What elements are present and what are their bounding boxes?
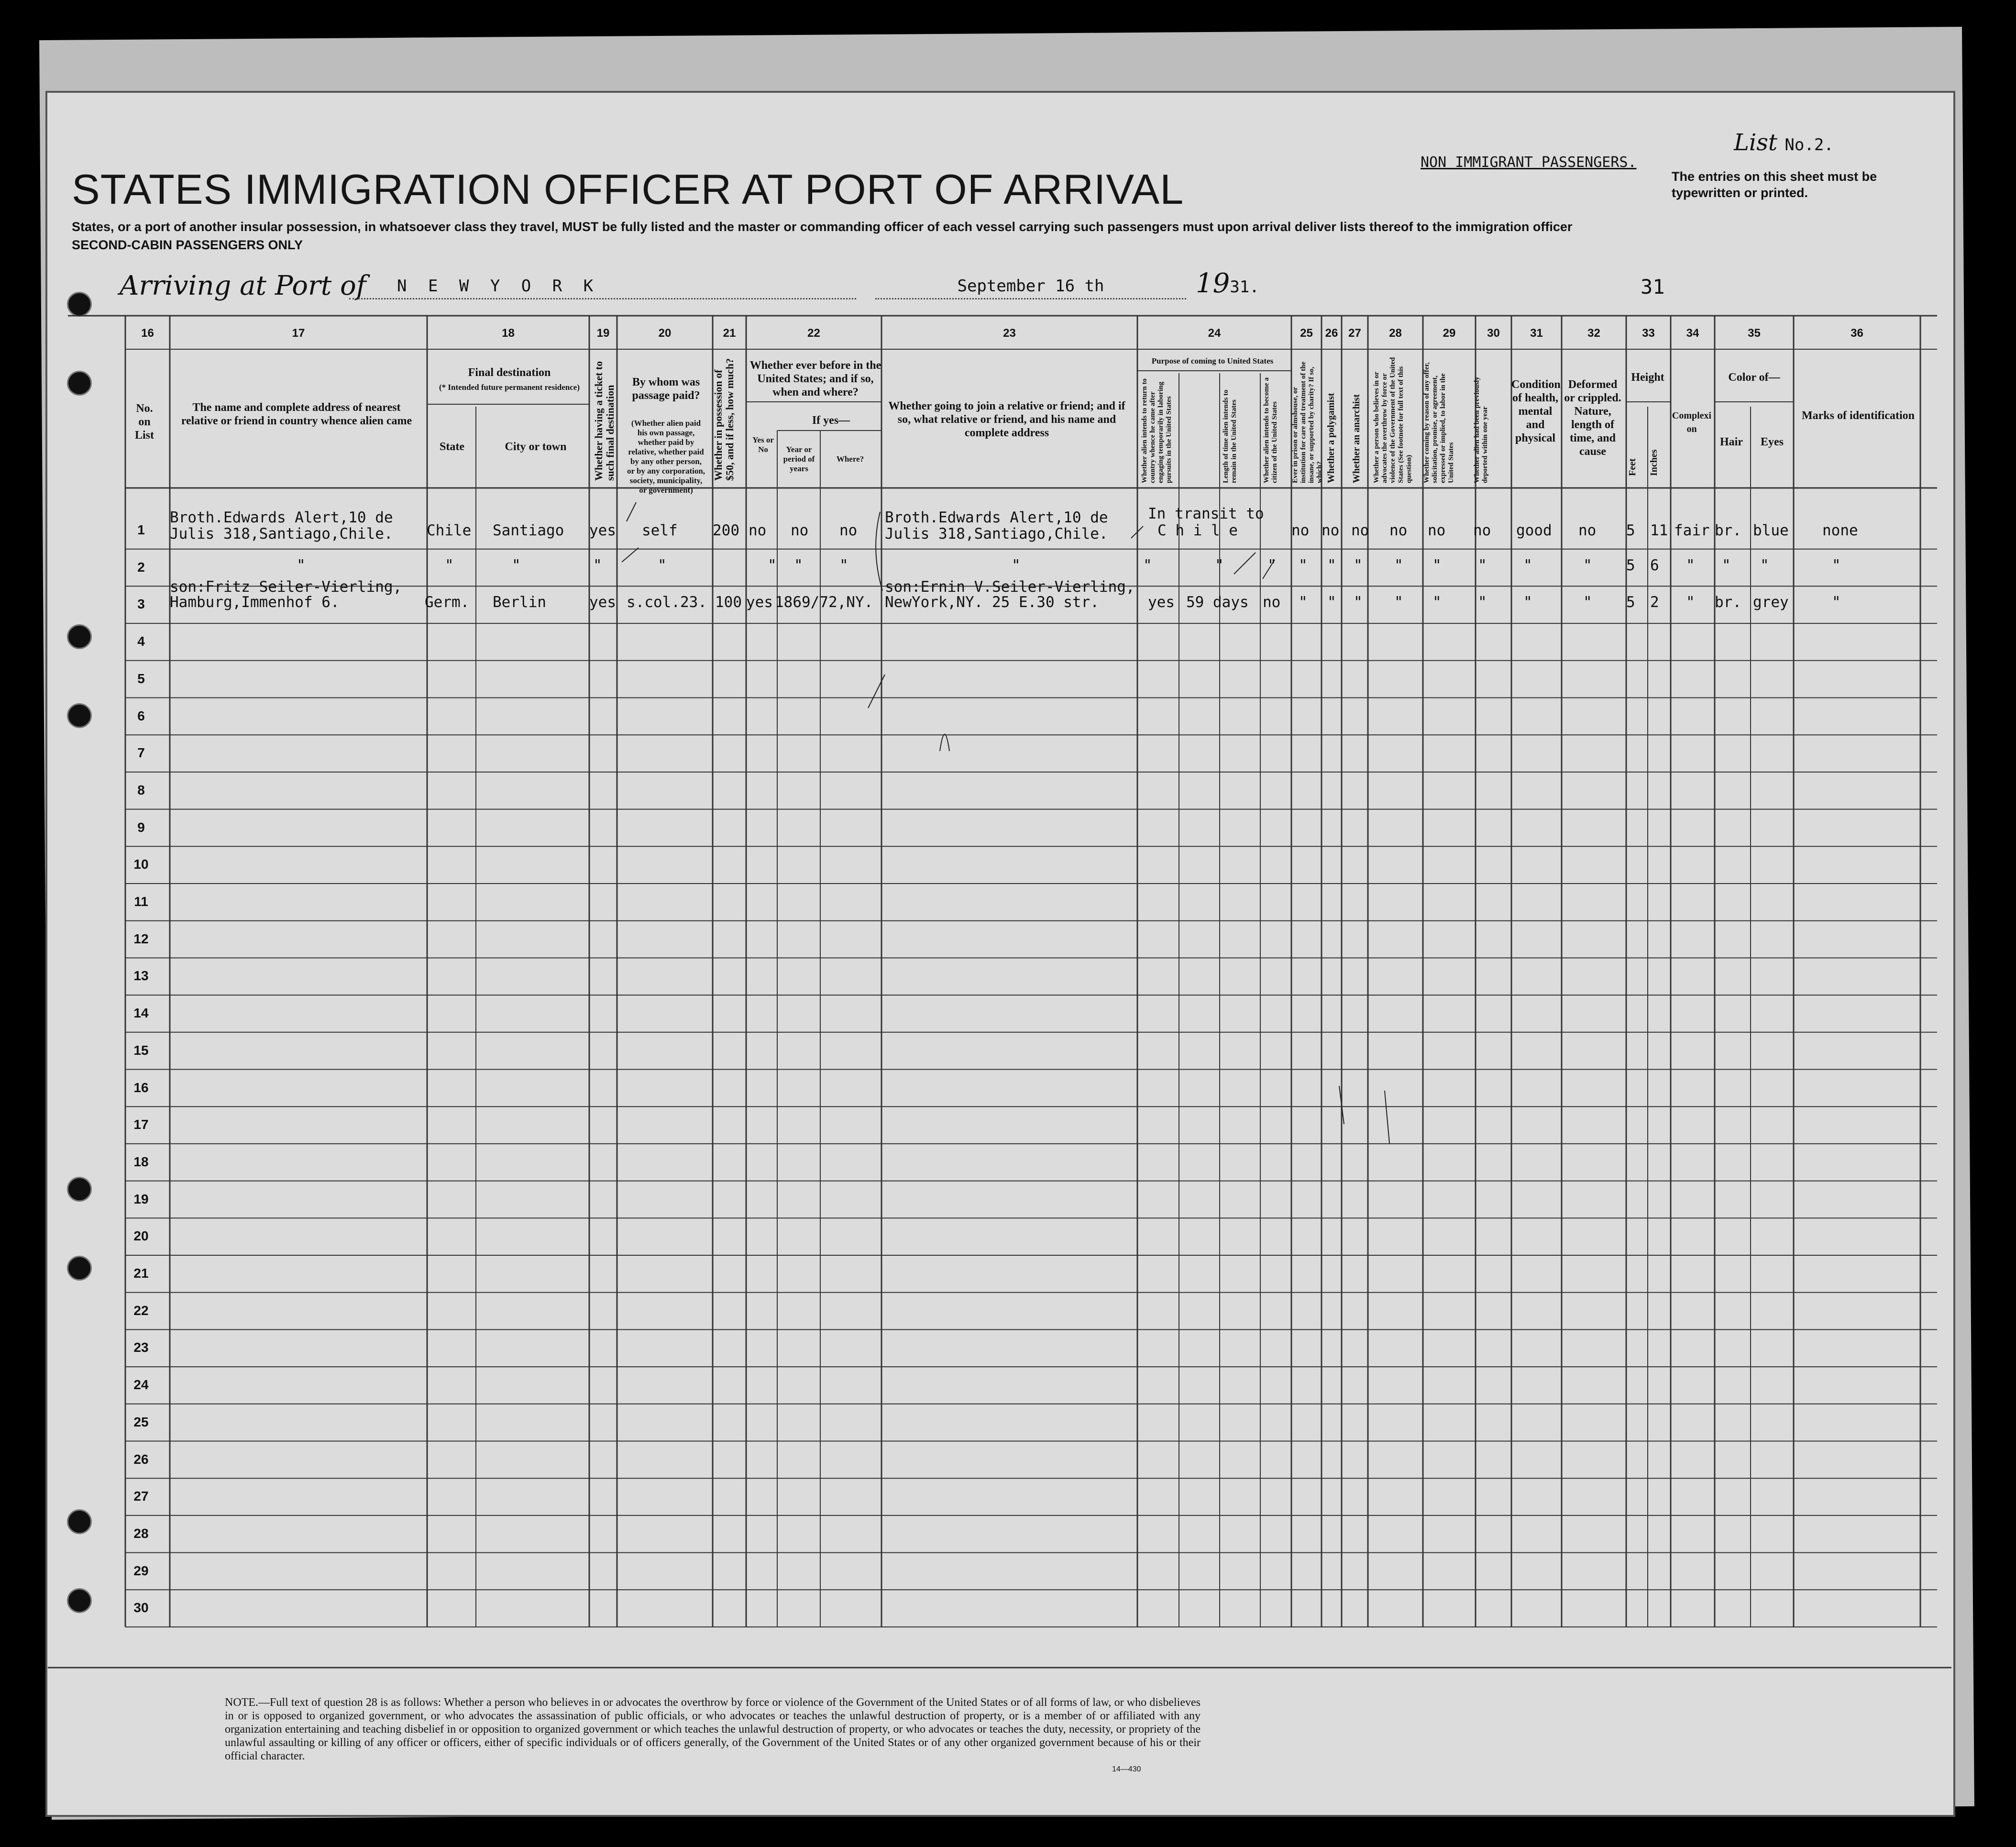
row-number: 2: [137, 559, 145, 575]
ditto-mark: ": [1686, 594, 1695, 611]
row-number: 10: [133, 857, 149, 872]
ditto-mark: ": [512, 557, 521, 574]
r1-before: no: [749, 522, 767, 539]
footnote-q28: NOTE.—Full text of question 28 is as follows: Whether a person who believes in or advocates the overthrow by force or violence of the Government of the United States or of all forms of law, or who disbelieves in or is opposed to organized government, or who advocates the assassination of public officials, or who advocates or teaches the unlawful destruction of property, or is a member of or affiliated with any organization entertaining and teaching disbelief in or opposition to organized government or which teaches the unlawful destruction of property, or who advocates or teaches the duty, necessity, or propriety of the unlawful assaulting or killing of any officer or officers, either of specific individuals or of officers generally, of the Government of the United States or of any other organized government because of his or their official character.: [225, 1696, 1201, 1762]
ditto-mark: ": [1143, 557, 1152, 574]
ditto-mark: ": [593, 557, 602, 574]
ditto-mark: ": [1583, 557, 1592, 574]
row-number: 18: [133, 1154, 149, 1169]
header-inches: Inches: [1649, 449, 1659, 476]
ditto-mark: ": [1523, 557, 1532, 574]
header-prison: Ever in prison or almshouse, or institution for care and treatment of the insane, or supported by charity? If so, which?: [1291, 361, 1323, 483]
r1-c26: no: [1322, 522, 1340, 539]
header-labor-offer: Whether coming by reason of any offer, solicitation, promise, or agreement, expressed or implied, to labor in the United States: [1423, 362, 1455, 483]
row-number: 25: [133, 1414, 149, 1429]
arriving-label: Arriving at Port of: [120, 270, 366, 301]
column-number: 36: [1851, 327, 1863, 340]
r3-feet: 5: [1626, 594, 1635, 611]
r1-c30: no: [1473, 522, 1491, 539]
row-number: 28: [133, 1526, 149, 1541]
ditto-mark: ": [1354, 594, 1363, 611]
r1-join-line1: Broth.Edwards Alert,10 de: [885, 509, 1108, 526]
r3-hair: br.: [1715, 594, 1741, 611]
r1-c27: no: [1351, 522, 1369, 539]
date-field: September 16 th: [875, 276, 1186, 299]
ditto-mark: ": [1299, 594, 1308, 611]
header-purpose-citizen: Whether alien intends to become a citizen of the United States: [1263, 377, 1278, 483]
r1-eyes: blue: [1753, 522, 1789, 539]
header-relative-address: The name and complete address of nearest relative or friend in country whence alien came: [181, 401, 412, 427]
list-label: List: [1734, 129, 1778, 156]
r1-c29: no: [1428, 522, 1446, 539]
r3-relative-line1: son:Fritz Seiler-Vierling,: [170, 578, 402, 596]
row-number: 22: [133, 1303, 149, 1318]
header-before-in-us: Whether ever before in the United States; and if so, when and where?: [749, 359, 881, 398]
r1-feet: 5: [1626, 522, 1635, 539]
column-number: 20: [658, 327, 672, 340]
ditto-mark: ": [1432, 594, 1442, 611]
ditto-mark: ": [794, 557, 803, 574]
r1-year: no: [791, 522, 809, 539]
r3-c24b: 59 days: [1186, 594, 1249, 611]
r3-c24c: no: [1263, 594, 1281, 611]
ditto-mark: ": [1722, 557, 1731, 574]
header-purpose-length: Length of time alien intends to remain in the United States: [1222, 389, 1238, 483]
header-where: Where?: [836, 454, 864, 464]
ditto-mark: ": [1299, 557, 1308, 574]
row-number: 11: [134, 894, 148, 909]
header-yes-no: Yes or No: [752, 435, 774, 454]
pen-mark: [1385, 1091, 1389, 1143]
r1-money: 200: [713, 522, 739, 539]
header-color-of: Color of—: [1728, 371, 1780, 384]
row-number: 17: [133, 1117, 149, 1132]
ditto-mark: ": [1760, 557, 1769, 574]
header-final-destination-note: (* Intended future permanent residence): [439, 383, 580, 392]
header-feet: Feet: [1627, 458, 1638, 476]
header-state: State: [440, 441, 464, 453]
pen-mark: [1234, 553, 1256, 574]
header-if-yes: If yes—: [812, 414, 850, 427]
year-prefix: 19: [1196, 268, 1230, 299]
r1-relative-line1: Broth.Edwards Alert,10 de: [170, 509, 393, 526]
row-number: 13: [133, 968, 149, 984]
form-number: 14—430: [1112, 1765, 1141, 1773]
row-number: 24: [133, 1377, 149, 1393]
row-number: 16: [133, 1080, 149, 1095]
column-number: 19: [596, 327, 610, 340]
ditto-mark: ": [1267, 557, 1277, 574]
r2-inches: 6: [1650, 557, 1659, 574]
r1-c25: no: [1291, 522, 1310, 539]
r2-feet: 5: [1626, 557, 1635, 574]
row-number: 1: [137, 522, 145, 537]
ditto-mark: ": [1478, 557, 1487, 574]
r1-health: good: [1516, 522, 1552, 539]
column-number: 25: [1300, 327, 1313, 340]
row-number: 8: [137, 782, 145, 797]
ditto-mark: ": [1583, 594, 1592, 611]
header-money: Whether in possession of $50, and if less, how much?: [712, 358, 736, 481]
header-year-period: Year or period of years: [783, 445, 815, 473]
instructions-line-2: SECOND-CABIN PASSENGERS ONLY: [72, 238, 303, 252]
column-number: 26: [1325, 327, 1338, 340]
column-number: 21: [723, 327, 736, 340]
ditto-mark: ": [1686, 557, 1695, 574]
pen-mark: [868, 675, 885, 708]
ditto-mark: ": [297, 557, 306, 574]
column-number: 31: [1530, 327, 1543, 340]
r1-state: Chile: [427, 522, 472, 539]
instructions-line-1: States, or a port of another insular possession, in whatsoever class they travel, MUST be fully listed and the master or commanding officer of each vessel carrying such passengers must upon arrival deliver lists thereof to the immigration officer: [72, 220, 1573, 234]
header-join-relative: Whether going to join a relative or friend; and if so, what relative or friend, and his name and complete address: [888, 400, 1125, 439]
row-number: 19: [133, 1191, 149, 1206]
page-title: STATES IMMIGRATION OFFICER AT PORT OF ARRIVAL: [72, 166, 1184, 213]
column-number: 27: [1348, 327, 1361, 340]
column-number: 33: [1642, 327, 1655, 340]
header-deported: Whether alien had been previously deported within one year: [1473, 376, 1489, 483]
r1-complexion: fair: [1674, 522, 1710, 539]
ditto-mark: ": [1523, 594, 1532, 611]
r1-hair: br.: [1715, 522, 1741, 539]
column-number: 16: [141, 327, 154, 340]
r1-city: Santiago: [493, 522, 564, 539]
r1-where: no: [839, 522, 858, 539]
row-number: 23: [133, 1340, 149, 1355]
header-deformed: Deformed or crippled. Nature, length of time, and cause: [1564, 378, 1621, 458]
row-number: 3: [137, 597, 145, 612]
pen-mark: [627, 502, 636, 521]
header-marks: Marks of identification: [1802, 409, 1915, 422]
row-number: 15: [133, 1042, 149, 1058]
column-number: 24: [1208, 327, 1221, 340]
r1-c28: no: [1389, 522, 1408, 539]
typewritten-note: The entries on this sheet must be typewritten or printed.: [1672, 169, 1877, 200]
pen-mark: [622, 548, 639, 562]
column-number: 17: [292, 327, 305, 340]
column-number: 23: [1003, 327, 1016, 340]
r1-inches: 11: [1650, 522, 1668, 539]
column-number: 22: [807, 327, 820, 340]
r3-eyes: grey: [1753, 594, 1789, 611]
r1-relative-line2: Julis 318,Santiago,Chile.: [170, 525, 393, 542]
header-passage-paid-note: (Whether alien paid his own passage, whether paid by relative, whether paid by any other person, or by any corporation, society, municipality, or government): [627, 419, 705, 495]
header-passage-paid: By whom was passage paid?: [632, 376, 700, 402]
r3-money: 100: [715, 594, 742, 611]
column-number: 34: [1686, 327, 1699, 340]
column-number: 18: [502, 327, 515, 340]
header-eyes: Eyes: [1761, 436, 1784, 448]
header-hair: Hair: [1720, 436, 1743, 448]
column-number: 32: [1587, 327, 1600, 340]
header-health: Condition of health, mental and physical: [1511, 378, 1561, 444]
column-number: 35: [1748, 327, 1761, 340]
ditto-mark: ": [1478, 594, 1487, 611]
row-number: 26: [133, 1451, 149, 1467]
column-number: 29: [1443, 327, 1456, 340]
row-number: 4: [137, 634, 145, 649]
ditto-mark: ": [445, 557, 454, 574]
r3-before: yes: [746, 594, 773, 611]
ditto-mark: ": [1394, 594, 1403, 611]
ditto-mark: ": [1012, 557, 1021, 574]
r3-relative-line2: Hamburg,Immenhof 6.: [170, 594, 340, 611]
r3-join-line2: NewYork,NY. 25 E.30 str.: [885, 594, 1099, 611]
column-number: 28: [1389, 327, 1402, 340]
header-anarchist: Whether an anarchist: [1351, 394, 1362, 483]
row-number: 5: [137, 671, 145, 686]
port-field: N E W Y O R K: [349, 276, 856, 299]
row-number: 12: [133, 931, 149, 946]
ditto-mark: ": [1354, 557, 1363, 574]
row-number: 27: [133, 1489, 149, 1504]
ditto-mark: ": [1394, 557, 1403, 574]
row-number: 20: [133, 1228, 149, 1244]
r1-deformed: no: [1578, 522, 1597, 539]
r1-paid: self: [642, 522, 678, 539]
list-number-value: No.2.: [1785, 135, 1834, 155]
header-ticket: Whether having a ticket to such final destination: [593, 361, 616, 481]
r3-city: Berlin: [493, 594, 546, 611]
ditto-mark: ": [768, 557, 777, 574]
r3-inches: 2: [1650, 594, 1659, 611]
r3-ticket: yes: [589, 594, 616, 611]
ditto-mark: ": [1327, 594, 1336, 611]
column-number: 30: [1487, 327, 1500, 340]
ditto-mark: ": [1832, 594, 1841, 611]
row-number: 30: [133, 1600, 149, 1615]
header-complexion: Complexion: [1672, 410, 1712, 434]
ditto-mark: ": [658, 557, 667, 574]
header-no-on-list: No. on List: [134, 402, 154, 442]
row-number: 29: [133, 1563, 149, 1578]
header-final-destination: Final destination: [468, 366, 551, 379]
header-height: Height: [1631, 371, 1664, 384]
ditto-mark: ": [1832, 557, 1841, 574]
ditto-mark: ": [1432, 557, 1442, 574]
r3-paid: s.col.23.: [627, 594, 707, 611]
row-number: 6: [137, 708, 145, 723]
class-stamp: NON IMMIGRANT PASSENGERS.: [1421, 154, 1637, 171]
ditto-mark: ": [839, 557, 848, 574]
row-number: 14: [133, 1006, 149, 1021]
header-overthrow: Whether a person who believes in or advocates the overthrow by force or violence of the Government of the United States (See footnote for full text of this question): [1373, 357, 1413, 483]
r1-purpose-line2: C h i l e: [1157, 522, 1238, 539]
year-suffix: 31.: [1230, 277, 1259, 297]
r1-join-line2: Julis 318,Santiago,Chile.: [885, 525, 1108, 542]
header-city: City or town: [505, 441, 567, 453]
r1-purpose-line1: In transit to: [1148, 505, 1264, 522]
ditto-mark: ": [1327, 557, 1336, 574]
row-number: 7: [137, 745, 145, 761]
r1-marks: none: [1822, 522, 1858, 539]
r3-join-line1: son:Ernin V.Seiler-Vierling,: [885, 578, 1135, 596]
header-purpose: Purpose of coming to United States: [1151, 356, 1274, 365]
header-polygamist: Whether a polygamist: [1326, 393, 1336, 483]
pen-mark: [940, 734, 949, 751]
r1-ticket: yes: [589, 522, 616, 539]
ditto-mark: ": [1215, 557, 1224, 574]
r3-state: Germ.: [425, 594, 470, 611]
row-number: 9: [137, 819, 145, 835]
r3-c24a: yes: [1148, 594, 1175, 611]
r3-year: 1869/72,NY.: [775, 594, 873, 611]
page-number: 31: [1641, 275, 1665, 299]
header-purpose-return: Whether alien intends to return to country whence he came after engaging temporarily in laboring pursuits in the United States: [1141, 378, 1173, 483]
row-number: 21: [133, 1266, 149, 1281]
